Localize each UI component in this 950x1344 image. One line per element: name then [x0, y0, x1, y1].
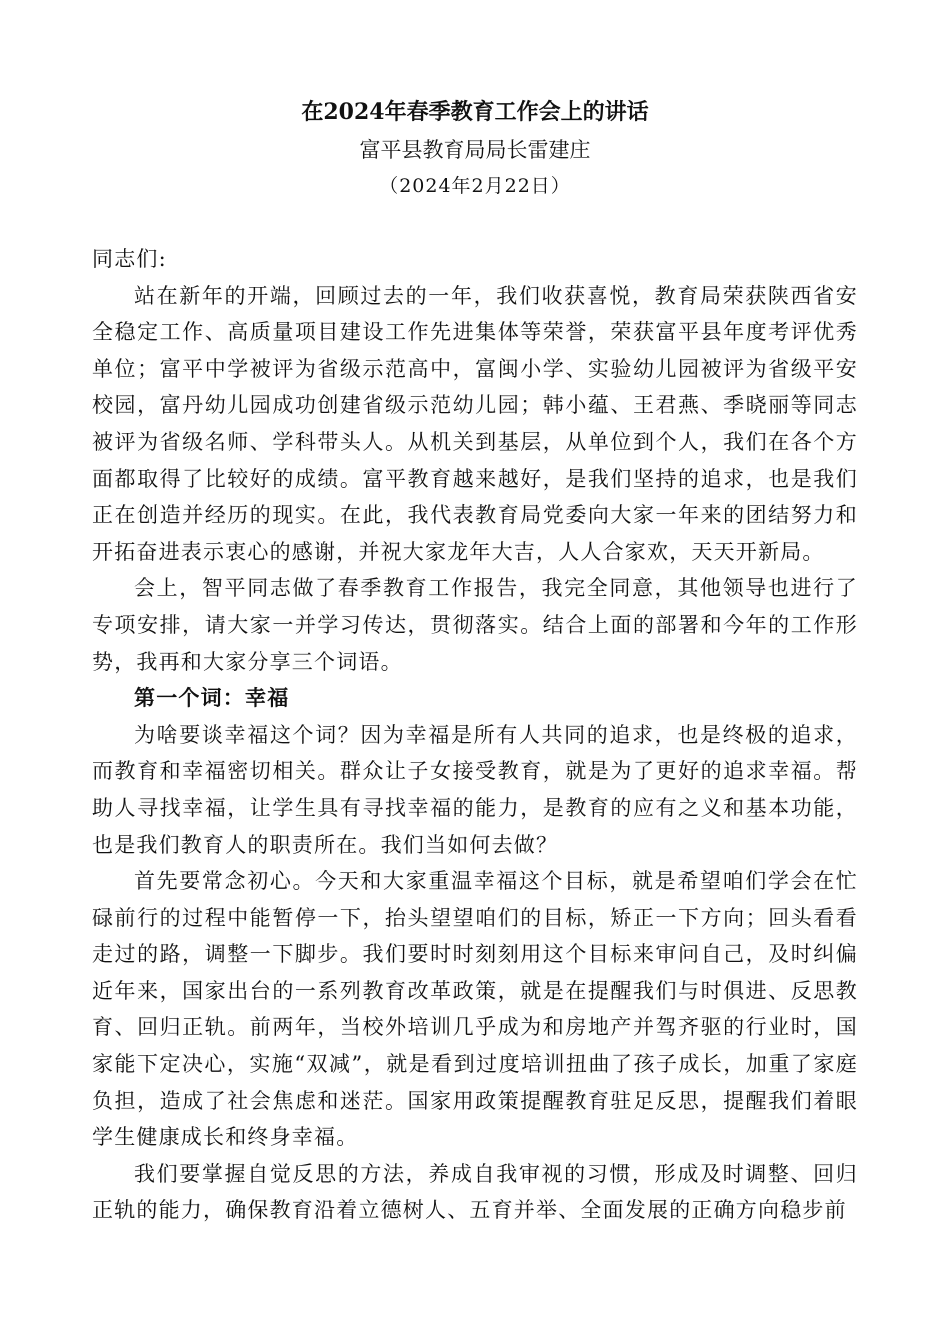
body-paragraph: 站在新年的开端，回顾过去的一年，我们收获喜悦，教育局荣获陕西省安全稳定工作、高质量项目建设工作先进集体等荣誉，荣获富平县年度考评优秀单位；富平中学被评为省级示范高中，富闽小学、实验幼儿园被评为省级平安校园，富丹幼儿园成功创建省级示范幼儿园；韩小蕴、王君燕、季晓丽等同志被评为省级名师、学科带头人。从机关到基层，从单位到个人，我们在各个方面都取得了比较好的成绩。富平教育越来越好，是我们坚持的追求，也是我们正在创造并经历的现实。在此，我代表教育局党委向大家一年来的团结努力和开拓奋进表示衷心的感谢，并祝大家龙年大吉，人人合家欢，天天开新局。 [92, 283, 858, 564]
header-spacer [92, 204, 858, 241]
section-paragraph: 为啥要谈幸福这个词？因为幸福是所有人共同的追求，也是终极的追求，而教育和幸福密切相关。群众让子女接受教育，就是为了更好的追求幸福。帮助人寻找幸福，让学生具有寻找幸福的能力，是教育的应有之义和基本功能，也是我们教育人的职责所在。我们当如何去做？ [92, 722, 858, 857]
speech-title: 在2024年春季教育工作会上的讲话 [301, 99, 649, 125]
speech-author: 富平县教育局局长雷建庄 [359, 138, 591, 162]
greeting: 同志们: [92, 247, 167, 271]
section-paragraph: 首先要常念初心。今天和大家重温幸福这个目标，就是希望咱们学会在忙碌前行的过程中能暂停一下，抬头望望咱们的目标，矫正一下方向；回头看看走过的路，调整一下脚步。我们要时时刻刻用这个目标来审问自己，及时纠偏近年来，国家出台的一系列教育改革政策，就是在提醒我们与时俱进、反思教育、回归正轨。前两年，当校外培训几乎成为和房地产并驾齐驱的行业时，国家能下定决心，实施“双减”，就是看到过度培训扭曲了孩子成长，加重了家庭负担，造成了社会焦虑和迷茫。国家用政策提醒教育驻足反思，提醒我们着眼学生健康成长和终身幸福。 [92, 869, 858, 1150]
speech-date: （2024年2月22日） [379, 175, 571, 197]
speech-body [92, 241, 858, 1229]
section-paragraph: 我们要掌握自觉反思的方法，养成自我审视的习惯，形成及时调整、回归正轨的能力，确保教育沿着立德树人、五育并举、全面发展的正确方向稳步前 [92, 1161, 858, 1223]
section-heading: 第一个词：幸福 [134, 685, 290, 711]
body-paragraph: 会上，智平同志做了春季教育工作报告，我完全同意，其他领导也进行了专项安排，请大家一并学习传达，贯彻落实。结合上面的部署和今年的工作形势，我再和大家分享三个词语。 [92, 576, 858, 674]
